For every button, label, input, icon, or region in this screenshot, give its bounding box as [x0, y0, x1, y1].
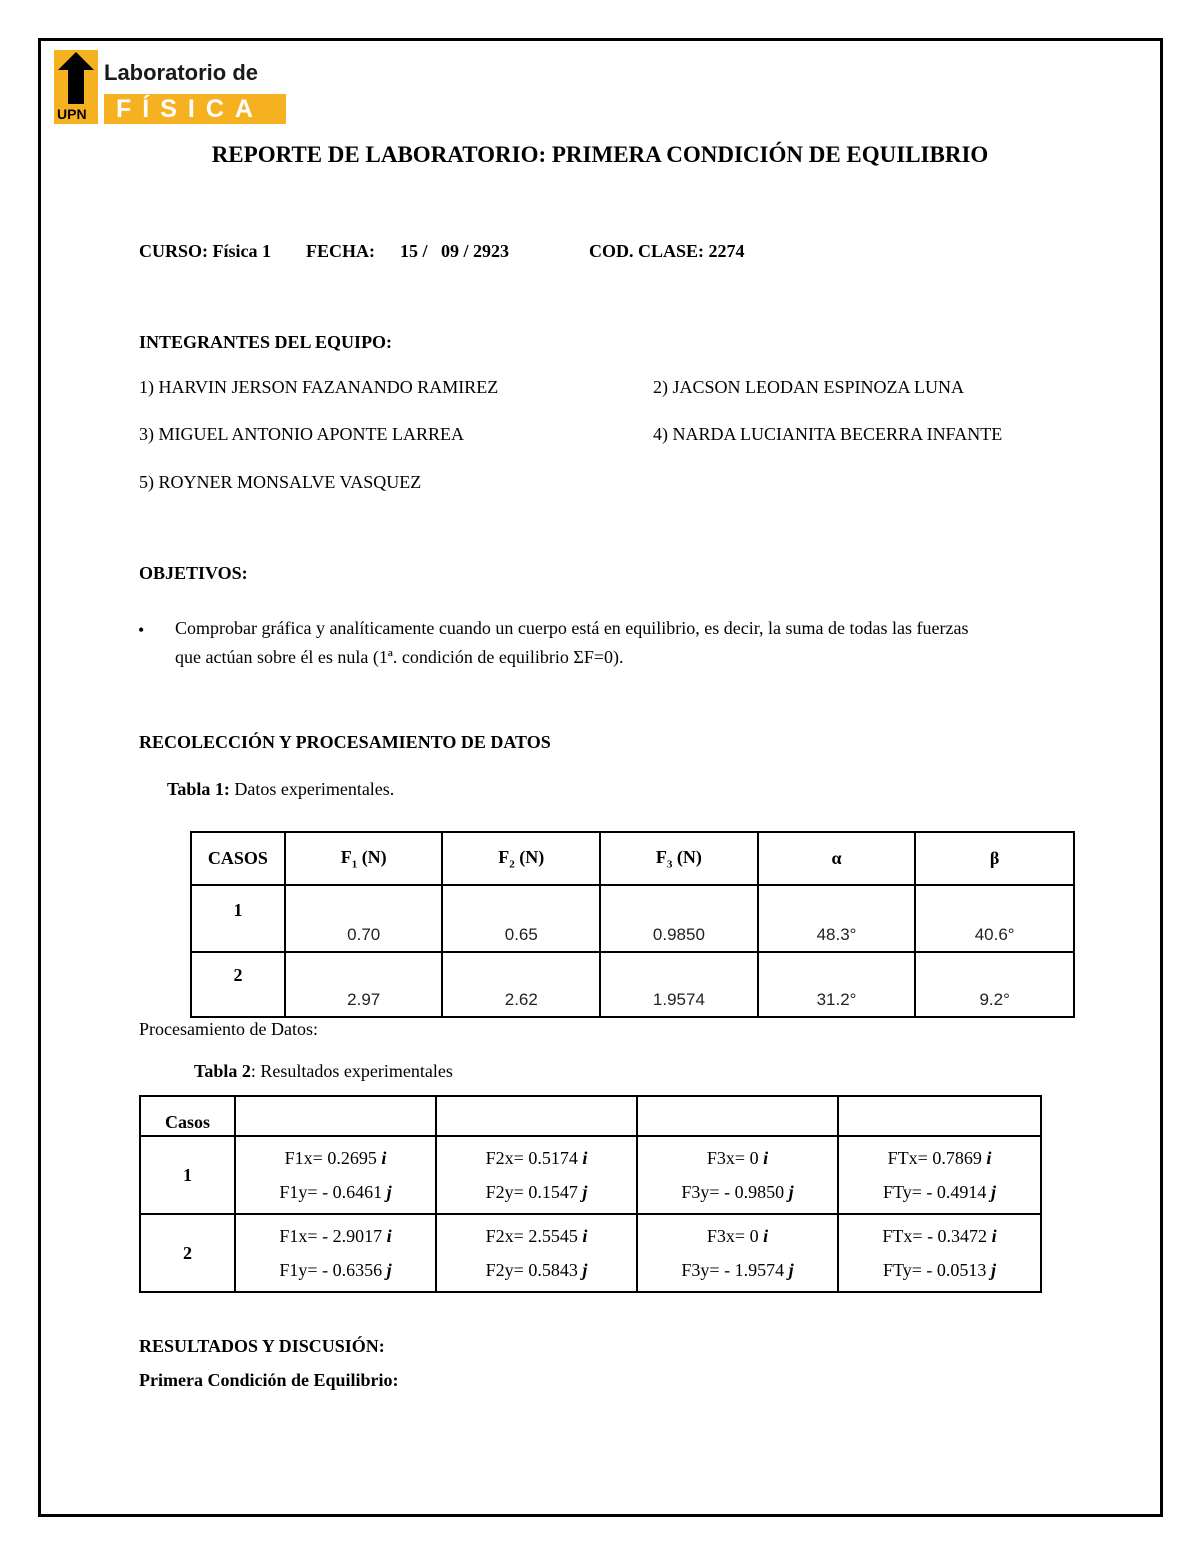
- table-row: [191, 885, 1074, 952]
- component-line: [236, 1219, 435, 1253]
- table-resultados-experimentales: [139, 1095, 1042, 1293]
- col-header-casos: Casos: [140, 1096, 235, 1136]
- component-value: FTy= - 0.0513: [883, 1260, 987, 1280]
- col-header-f3-symbol: F: [655, 846, 667, 867]
- objetivo-text-1: Comprobar gráfica y analíticamente cuando un cuerpo está en equilibrio, es decir, la suma de todas las fuerzas: [175, 618, 969, 638]
- upn-label: UPN: [57, 106, 87, 122]
- unit-vector: i: [582, 1148, 588, 1168]
- component-line: [839, 1253, 1040, 1287]
- recoleccion-heading: RECOLECCIÓN Y PROCESAMIENTO DE DATOS: [139, 732, 551, 752]
- col-header-f1-symbol: F: [340, 846, 352, 867]
- col-header-f1: [285, 832, 443, 885]
- component-line: [638, 1219, 837, 1253]
- table1-caption-text: Datos experimentales.: [229, 779, 395, 799]
- table1-caption: [167, 779, 394, 800]
- value-cell: 2.62: [442, 952, 600, 1017]
- value-cell: 0.9850: [600, 885, 758, 952]
- component-value: FTx= - 0.3472: [882, 1226, 988, 1246]
- unit-vector: j: [788, 1260, 794, 1280]
- component-line: [236, 1175, 435, 1209]
- cod-clase: COD. CLASE: 2274: [589, 241, 745, 261]
- col-header-alpha: α: [758, 832, 916, 885]
- upn-logo-mark: [54, 50, 98, 124]
- team-member: 2) JACSON LEODAN ESPINOZA LUNA: [653, 377, 965, 397]
- component-line: [437, 1141, 636, 1175]
- col-header-empty: [637, 1096, 838, 1136]
- table-header-row: [191, 832, 1074, 885]
- unit-vector: i: [986, 1148, 992, 1168]
- component-value: FTy= - 0.4914: [883, 1182, 987, 1202]
- component-value: F3y= - 1.9574: [681, 1260, 785, 1280]
- component-value: F1x= 0.2695: [284, 1148, 377, 1168]
- unit-vector: i: [381, 1148, 387, 1168]
- table-datos-experimentales: [190, 831, 1075, 1018]
- component-line: [638, 1253, 837, 1287]
- value-cell: 31.2°: [758, 952, 916, 1017]
- col-header-f1-unit: (N): [357, 846, 387, 867]
- col-header-f2-symbol: F: [498, 846, 510, 867]
- value-cell: 0.65: [442, 885, 600, 952]
- component-cell: [637, 1136, 838, 1214]
- component-line: [437, 1253, 636, 1287]
- component-value: F3y= - 0.9850: [681, 1182, 785, 1202]
- component-value: F3x= 0: [706, 1226, 759, 1246]
- component-line: [437, 1175, 636, 1209]
- component-value: F1y= - 0.6356: [279, 1260, 383, 1280]
- component-value: FTx= 0.7869: [887, 1148, 982, 1168]
- component-value: F3x= 0: [706, 1148, 759, 1168]
- unit-vector: j: [990, 1182, 996, 1202]
- component-cell: [235, 1214, 436, 1292]
- unit-vector: i: [763, 1148, 769, 1168]
- page-title: REPORTE DE LABORATORIO: PRIMERA CONDICIÓN DE EQUILIBRIO: [211, 142, 989, 167]
- value-cell: 40.6°: [915, 885, 1074, 952]
- value-cell: 9.2°: [915, 952, 1074, 1017]
- component-cell: [838, 1136, 1041, 1214]
- unit-vector: i: [991, 1226, 997, 1246]
- component-cell: [235, 1136, 436, 1214]
- unit-vector: j: [582, 1260, 588, 1280]
- component-line: [638, 1141, 837, 1175]
- component-value: F1x= - 2.9017: [279, 1226, 383, 1246]
- component-line: [638, 1175, 837, 1209]
- table-row: [140, 1214, 1041, 1292]
- col-header-f3-sub: 3: [666, 858, 673, 871]
- col-header-empty: [235, 1096, 436, 1136]
- case-cell: 1: [191, 885, 285, 952]
- col-header-empty: [436, 1096, 637, 1136]
- resultados-subheading: Primera Condición de Equilibrio:: [139, 1370, 399, 1390]
- col-header-beta: β: [915, 832, 1074, 885]
- case-cell: 1: [140, 1136, 235, 1214]
- component-value: F2x= 0.5174: [485, 1148, 578, 1168]
- logo-line1: Laboratorio de: [104, 60, 259, 85]
- team-member: 3) MIGUEL ANTONIO APONTE LARREA: [139, 424, 464, 444]
- unit-vector: j: [386, 1260, 392, 1280]
- value-cell: 1.9574: [600, 952, 758, 1017]
- component-cell: [436, 1214, 637, 1292]
- table2-caption-text: : Resultados experimentales: [250, 1061, 453, 1081]
- unit-vector: j: [990, 1260, 996, 1280]
- table-header-row: [140, 1096, 1041, 1136]
- team-member: 1) HARVIN JERSON FAZANANDO RAMIREZ: [139, 377, 499, 397]
- component-line: [236, 1253, 435, 1287]
- col-header-f2-sub: 2: [509, 858, 515, 871]
- component-cell: [436, 1136, 637, 1214]
- component-value: F2x= 2.5545: [485, 1226, 578, 1246]
- team-member: 4) NARDA LUCIANITA BECERRA INFANTE: [653, 424, 1003, 444]
- resultados-heading: RESULTADOS Y DISCUSIÓN:: [139, 1336, 385, 1356]
- arrow-icon: [54, 50, 98, 106]
- table2-caption: [194, 1061, 453, 1082]
- col-header-empty: [838, 1096, 1041, 1136]
- component-cell: [838, 1214, 1041, 1292]
- unit-vector: j: [582, 1182, 588, 1202]
- col-header-f3-unit: (N): [672, 846, 702, 867]
- component-line: [839, 1219, 1040, 1253]
- bullet-icon: •: [138, 620, 145, 640]
- fecha-label: FECHA:: [306, 241, 375, 261]
- team-heading: INTEGRANTES DEL EQUIPO:: [139, 332, 393, 352]
- component-value: F2y= 0.1547: [485, 1182, 578, 1202]
- unit-vector: i: [582, 1226, 588, 1246]
- team-member: 5) ROYNER MONSALVE VASQUEZ: [139, 472, 422, 492]
- col-header-casos: CASOS: [191, 832, 285, 885]
- value-cell: 0.70: [285, 885, 443, 952]
- component-value: F2y= 0.5843: [485, 1260, 578, 1280]
- table-row: [191, 952, 1074, 1017]
- procesamiento-label: Procesamiento de Datos:: [139, 1019, 318, 1039]
- case-cell: 2: [191, 952, 285, 1017]
- value-cell: 48.3°: [758, 885, 916, 952]
- curso-label: CURSO: Física 1: [139, 241, 271, 261]
- component-line: [839, 1141, 1040, 1175]
- component-line: [839, 1175, 1040, 1209]
- value-cell: 2.97: [285, 952, 443, 1017]
- component-line: [437, 1219, 636, 1253]
- col-header-f1-sub: 1: [351, 858, 358, 871]
- col-header-f2: [442, 832, 600, 885]
- objetivo-text-2: que actúan sobre él es nula (1ª. condición de equilibrio ΣF=0).: [175, 647, 624, 667]
- fecha-value: 15 / 09 / 2923: [400, 241, 510, 261]
- logo-line2: FÍSICA: [116, 95, 264, 123]
- component-value: F1y= - 0.6461: [279, 1182, 383, 1202]
- unit-vector: j: [788, 1182, 794, 1202]
- table-row: [140, 1136, 1041, 1214]
- unit-vector: i: [386, 1226, 392, 1246]
- table2-caption-label: Tabla 2: [194, 1061, 251, 1081]
- case-cell: 2: [140, 1214, 235, 1292]
- component-line: [236, 1141, 435, 1175]
- table1-caption-label: Tabla 1:: [167, 779, 230, 799]
- lab-logo: [54, 50, 286, 124]
- objetivos-heading: OBJETIVOS:: [139, 563, 248, 583]
- col-header-f2-unit: (N): [514, 846, 545, 867]
- col-header-f3: [600, 832, 758, 885]
- unit-vector: i: [763, 1226, 769, 1246]
- component-cell: [637, 1214, 838, 1292]
- unit-vector: j: [386, 1182, 392, 1202]
